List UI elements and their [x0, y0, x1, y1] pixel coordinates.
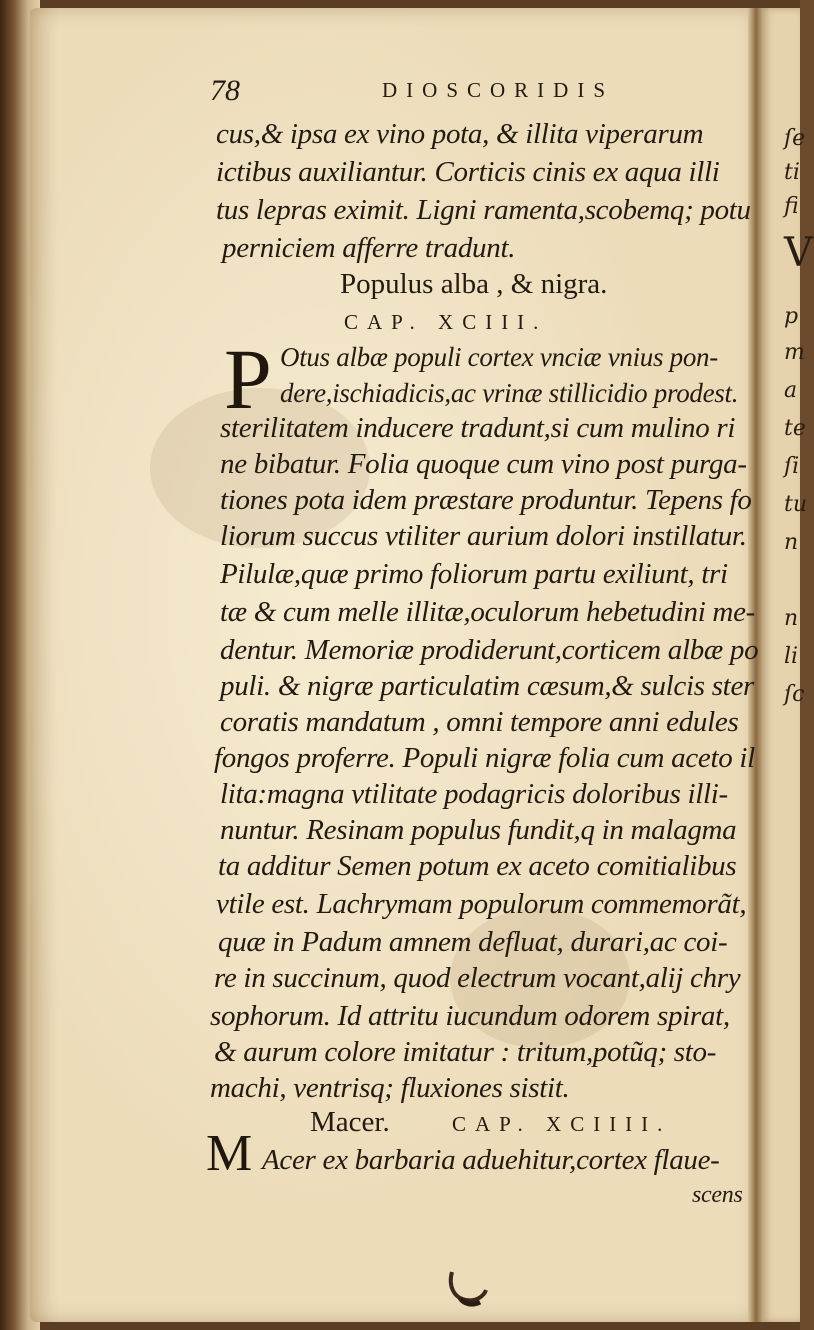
text-line: ne bibatur. Folia quoque cum vino post purga-	[220, 448, 747, 480]
running-head	[210, 74, 615, 108]
text-line: tæ & cum melle illitæ,oculorum hebetudini me-	[220, 596, 755, 628]
text-line: lita:magna vtilitate podagricis doloribus illi-	[220, 778, 728, 810]
chapter-heading: Macer.	[310, 1106, 390, 1138]
text-line: tiones pota idem præstare produntur. Tepens fo	[220, 484, 752, 516]
text-line: Acer ex barbaria aduehitur,cortex flaue-	[262, 1144, 720, 1176]
text-line: & aurum colore imitatur : tritum,potũq; sto-	[214, 1036, 717, 1068]
text-line: re in succinum, quod electrum vocant,alij chry	[214, 962, 741, 994]
text-line: sterilitatem inducere tradunt,si cum mulino ri	[220, 412, 736, 444]
page-number: 78	[210, 74, 240, 107]
text-line: dentur. Memoriæ prodiderunt,corticem albæ po	[220, 634, 759, 666]
catchword: scens	[692, 1182, 743, 1208]
text-line: Pilulæ,quæ primo foliorum partu exiliunt, tri	[220, 558, 728, 590]
running-title: DIOSCORIDIS	[382, 78, 615, 102]
text-line: tus lepras eximit. Ligni ramenta,scobemq; potu	[216, 194, 751, 226]
text-line: liorum succus vtiliter aurium dolori instillatur.	[220, 520, 747, 552]
text-line: quæ in Padum amnem defluat, durari,ac coi-	[218, 926, 728, 958]
text-line: ictibus auxiliantur. Corticis cinis ex aqua illi	[216, 156, 720, 188]
text-line: puli. & nigræ particulatim cæsum,& sulcis ster	[220, 670, 755, 702]
text-line: machi, ventrisq; fluxiones sistit.	[210, 1072, 570, 1104]
chapter-number: CAP. XCIIII.	[452, 1112, 672, 1136]
text-line: dere,ischiadicis,ac vrinæ stillicidio prodest.	[280, 378, 739, 408]
text-line: cus,& ipsa ex vino pota, & illita viperarum	[216, 118, 704, 150]
thread-mark	[446, 1268, 490, 1308]
facing-page: ſe ti fi V p m a te ſi tu n n li ſc	[762, 8, 800, 1322]
text-line: Otus albæ populi cortex vnciæ vnius pon-	[280, 342, 718, 372]
text-line: fongos proferre. Populi nigræ folia cum aceto il	[214, 742, 755, 774]
text-line: coratis mandatum , omni tempore anni edules	[220, 706, 739, 738]
text-line: perniciem afferre tradunt.	[222, 232, 516, 264]
chapter-heading: Populus alba , & nigra.	[340, 268, 608, 300]
text-line: ta additur Semen potum ex aceto comitialibus	[218, 850, 737, 882]
drop-cap: P	[224, 331, 272, 427]
drop-cap: M	[206, 1125, 253, 1182]
text-line: sophorum. Id attritu iucundum odorem spirat,	[210, 1000, 730, 1032]
chapter-number: CAP. XCIII.	[344, 310, 548, 334]
text-line: vtile est. Lachrymam populorum commemorãt,	[216, 888, 747, 920]
text-line: nuntur. Resinam populus fundit,q in malagma	[220, 814, 737, 846]
